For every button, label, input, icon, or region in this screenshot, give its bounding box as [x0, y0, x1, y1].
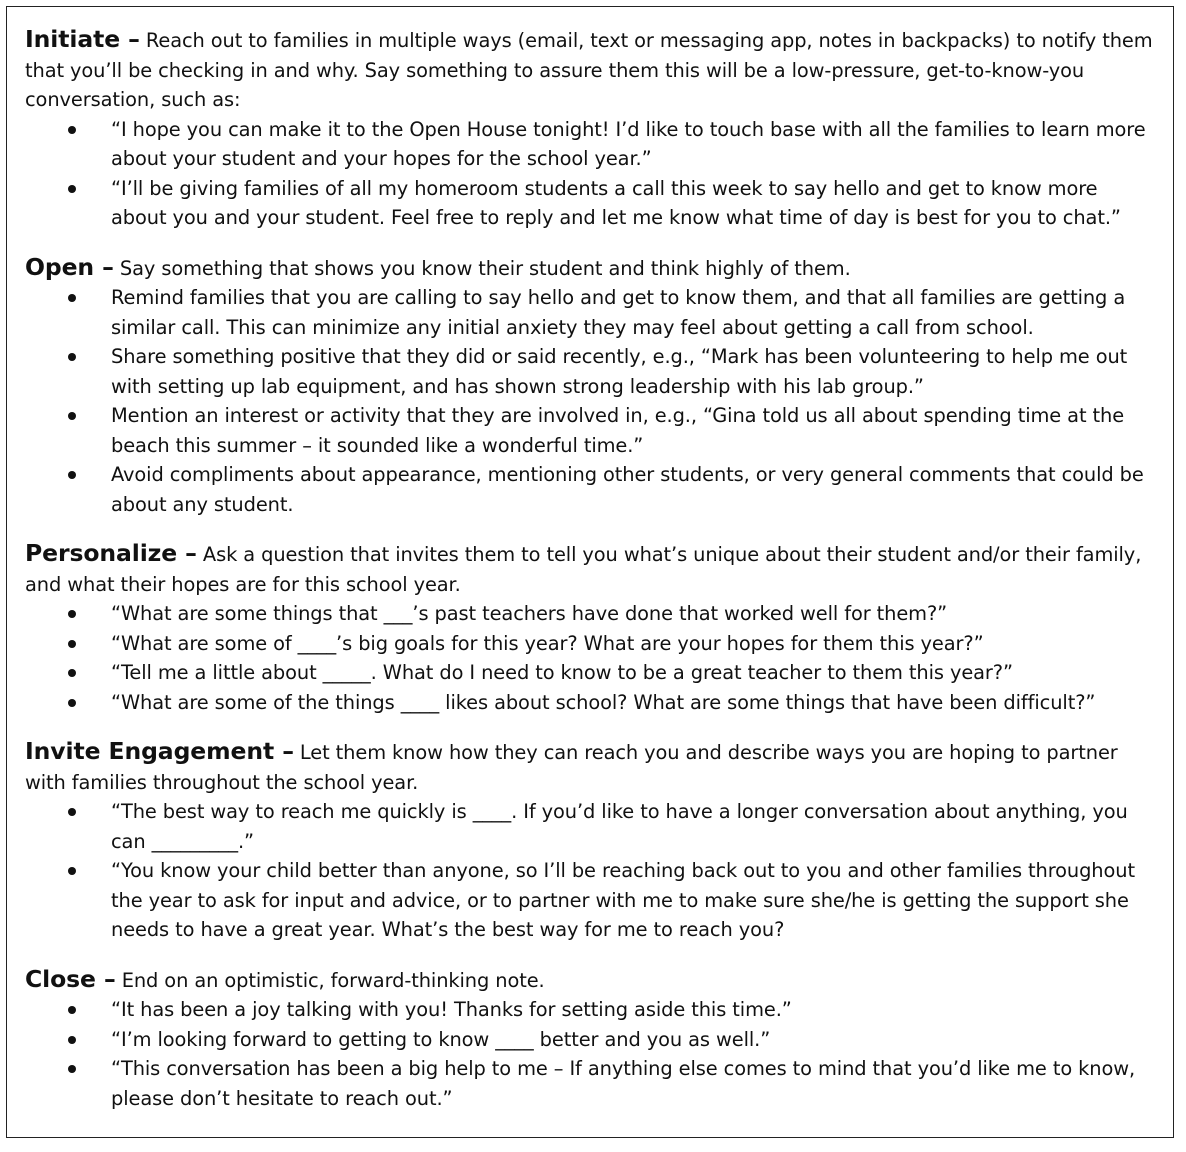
- list-item-text: “The best way to reach me quickly is ____. If you’d like to have a longer conversation about anything, you can _________.”: [111, 800, 1128, 853]
- list-item-text: Share something positive that they did or said recently, e.g., “Mark has been volunteering to help me out with setting up lab equipment, and has shown strong leadership with his lab group.”: [111, 345, 1128, 398]
- bullet-icon: [68, 471, 76, 479]
- bullet-list: [25, 797, 1159, 945]
- bullet-list: [25, 995, 1159, 1113]
- list-item-text: “What are some of ____’s big goals for this year? What are your hopes for them this year?”: [111, 631, 984, 655]
- bullet-icon: [68, 1036, 76, 1044]
- bullet-icon: [68, 185, 76, 193]
- bullet-icon: [68, 610, 76, 618]
- list-item-text: “I’m looking forward to getting to know ____ better and you as well.”: [111, 1027, 771, 1051]
- list-item: [25, 460, 1159, 519]
- section-intro: [25, 539, 1159, 599]
- section-intro-text: Say something that shows you know their student and think highly of them.: [119, 256, 851, 280]
- section-personalize: [25, 539, 1159, 717]
- bullet-icon: [68, 808, 76, 816]
- list-item: [25, 283, 1159, 342]
- list-item-text: “Tell me a little about _____. What do I need to know to be a great teacher to them this year?”: [111, 661, 1013, 684]
- list-item-text: Mention an interest or activity that they are involved in, e.g., “Gina told us all about spending time at the beach this summer – it sounded like a wonderful time.”: [111, 404, 1125, 457]
- bullet-icon: [68, 353, 76, 361]
- list-item-text: Remind families that you are calling to say hello and get to know them, and that all families are getting a similar call. This can minimize any initial anxiety they may feel about getting a call from school.: [111, 286, 1126, 339]
- bullet-icon: [68, 412, 76, 420]
- list-item: [25, 688, 1159, 718]
- list-item: [25, 174, 1159, 233]
- section-intro: [25, 25, 1159, 115]
- section-intro-text: Ask a question that invites them to tell you what’s unique about their student and/or their family, and what their hopes are for this school year.: [25, 543, 1142, 596]
- list-item: [25, 1054, 1159, 1113]
- list-item: [25, 342, 1159, 401]
- list-item: [25, 115, 1159, 174]
- list-item-text: “It has been a joy talking with you! Thanks for setting aside this time.”: [111, 998, 792, 1021]
- bullet-icon: [68, 1065, 76, 1073]
- bullet-icon: [68, 126, 76, 134]
- section-intro-text: Let them know how they can reach you and describe ways you are hoping to partner with families throughout the school year.: [25, 741, 1118, 794]
- bullet-list: [25, 599, 1159, 717]
- section-intro-text: End on an optimistic, forward-thinking note.: [121, 968, 545, 992]
- bullet-icon: [68, 1006, 76, 1014]
- bullet-icon: [68, 867, 76, 875]
- list-item: [25, 401, 1159, 460]
- list-item: [25, 856, 1159, 945]
- list-item: [25, 995, 1159, 1025]
- section-initiate: [25, 25, 1159, 233]
- list-item: [25, 797, 1159, 856]
- list-item-text: “I’ll be giving families of all my homeroom students a call this week to say hello and get to know more about you and your student. Feel free to reply and let me know what time of day is best for you to chat.”: [111, 176, 1121, 229]
- section-heading: Initiate –: [25, 25, 140, 53]
- list-item-text: “This conversation has been a big help to me – If anything else comes to mind that you’d like me to know, please don’t hesitate to reach out.”: [111, 1057, 1136, 1110]
- bullet-icon: [68, 294, 76, 302]
- section-intro: [25, 253, 1159, 284]
- bullet-icon: [68, 669, 76, 677]
- list-item-text: “What are some things that ___’s past teachers have done that worked well for them?”: [111, 602, 948, 625]
- list-item: [25, 629, 1159, 659]
- bullet-icon: [68, 640, 76, 648]
- section-intro: [25, 737, 1159, 797]
- list-item: [25, 658, 1159, 688]
- section-heading: Open –: [25, 252, 114, 281]
- list-item: [25, 599, 1159, 629]
- list-item: [25, 1025, 1159, 1055]
- section-close: [25, 965, 1159, 1114]
- list-item-text: “I hope you can make it to the Open House tonight! I’d like to touch base with all the families to learn more about your student and your hopes for the school year.”: [111, 117, 1146, 170]
- list-item-text: “You know your child better than anyone, so I’ll be reaching back out to you and other families throughout the year to ask for input and advice, or to partner with me to make sure she/he is getting the support she needs to have a great year. What’s the best way for me to reach you?: [111, 859, 1135, 941]
- section-intro: [25, 965, 1159, 996]
- document-frame: [6, 6, 1174, 1138]
- bullet-list: [25, 115, 1159, 233]
- list-item-text: “What are some of the things ____ likes about school? What are some things that have been difficult?”: [111, 690, 1096, 714]
- bullet-icon: [68, 699, 76, 707]
- section-heading: Invite Engagement –: [25, 737, 294, 765]
- section-heading: Close –: [25, 964, 116, 993]
- list-item-text: Avoid compliments about appearance, mentioning other students, or very general comments that could be about any student.: [111, 463, 1144, 516]
- section-heading: Personalize –: [25, 539, 197, 567]
- section-intro-text: Reach out to families in multiple ways (email, text or messaging app, notes in backpacks) to notify them that you’ll be checking in and why. Say something to assure them this will be a low-pressure, get-to-know-you conversation, such as:: [25, 29, 1153, 111]
- section-open: [25, 253, 1159, 520]
- section-invite-engagement: [25, 737, 1159, 945]
- bullet-list: [25, 283, 1159, 519]
